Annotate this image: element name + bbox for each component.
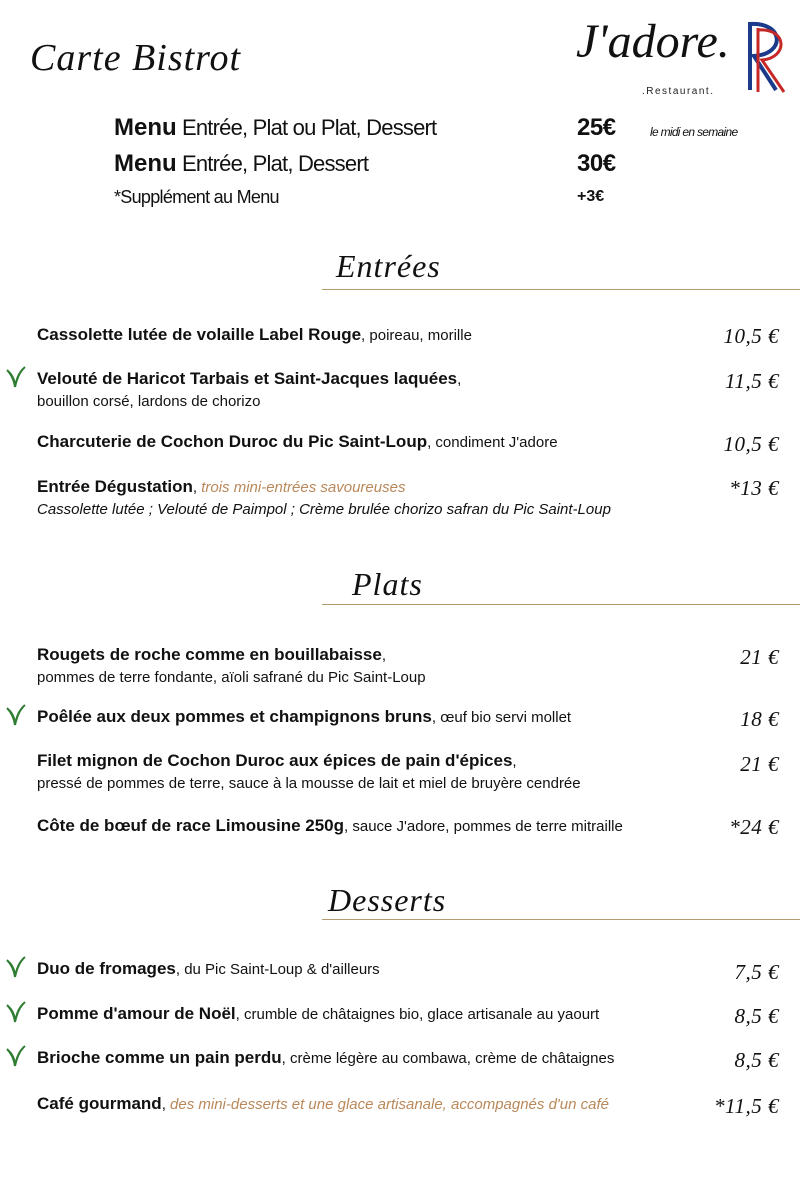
menu-item bbox=[37, 1093, 697, 1116]
item-highlight: des mini-desserts et une glace artisanale, accompagnés d'un café bbox=[170, 1096, 609, 1113]
item-name: Cassolette lutée de volaille Label Rouge bbox=[37, 325, 362, 344]
supplement-price: +3€ bbox=[577, 188, 605, 205]
menu-item bbox=[37, 706, 677, 729]
leaf-icon bbox=[6, 704, 26, 726]
leaf-icon bbox=[6, 1045, 26, 1067]
leaf-icon bbox=[6, 956, 26, 978]
item-price: 21 € bbox=[740, 752, 779, 776]
item-desc: , bbox=[192, 479, 202, 496]
menu-detail: Entrée, Plat ou Plat, Dessert bbox=[181, 115, 437, 140]
page-title: Carte Bistrot bbox=[30, 37, 242, 79]
item-desc: , crumble de châtaignes bio, glace artisanale au yaourt bbox=[235, 1006, 600, 1023]
menu-item bbox=[37, 815, 677, 838]
item-price: 7,5 € bbox=[734, 960, 779, 984]
item-name: Pomme d'amour de Noël bbox=[37, 1004, 236, 1023]
section-divider bbox=[322, 919, 800, 920]
menu-price-2: 30€ bbox=[577, 150, 616, 177]
item-name: Café gourmand bbox=[37, 1094, 162, 1113]
restaurant-logo bbox=[572, 12, 794, 97]
item-desc: , crème légère au combawa, crème de châtaignes bbox=[281, 1050, 615, 1067]
item-highlight: trois mini-entrées savoureuses bbox=[201, 479, 406, 496]
item-subdesc: pressé de pommes de terre, sauce à la mousse de lait et miel de bruyère cendrée bbox=[37, 775, 581, 792]
item-price: 21 € bbox=[740, 645, 779, 669]
section-divider bbox=[322, 604, 800, 605]
menu-item bbox=[37, 1047, 677, 1070]
menu-price-1: 25€ bbox=[577, 114, 616, 141]
menu-item bbox=[37, 324, 677, 347]
item-name: Brioche comme un pain perdu bbox=[37, 1048, 282, 1067]
item-desc: , du Pic Saint-Loup & d'ailleurs bbox=[175, 961, 380, 978]
item-name: Côte de bœuf de race Limousine 250g bbox=[37, 816, 345, 835]
menu-detail: Entrée, Plat, Dessert bbox=[181, 151, 369, 176]
item-subdesc: pommes de terre fondante, aïoli safrané du Pic Saint-Loup bbox=[37, 669, 426, 686]
item-name: Duo de fromages bbox=[37, 959, 176, 978]
menu-item bbox=[37, 431, 677, 454]
item-desc: , sauce J'adore, pommes de terre mitraille bbox=[344, 818, 623, 835]
menu-item bbox=[37, 750, 677, 795]
item-desc: , œuf bio servi mollet bbox=[431, 709, 572, 726]
item-name: Rougets de roche comme en bouillabaisse bbox=[37, 645, 382, 664]
logo-script: J'adore. bbox=[576, 15, 730, 68]
item-desc: , poireau, morille bbox=[361, 327, 472, 344]
menu-item bbox=[37, 368, 677, 413]
section-title-desserts: Desserts bbox=[328, 882, 447, 918]
leaf-icon bbox=[6, 366, 26, 388]
item-price: *11,5 € bbox=[714, 1094, 779, 1118]
logo-r-icon bbox=[744, 18, 790, 94]
item-name: Charcuterie de Cochon Duroc du Pic Saint-Loup bbox=[37, 432, 428, 451]
item-price: *13 € bbox=[729, 476, 779, 500]
item-name: Filet mignon de Cochon Duroc aux épices de pain d'épices bbox=[37, 751, 513, 770]
logo-subtitle: .Restaurant. bbox=[642, 86, 715, 97]
item-subdesc: Cassolette lutée ; Velouté de Paimpol ; Crème brulée chorizo safran du Pic Saint-Loup bbox=[37, 501, 611, 518]
item-price: 8,5 € bbox=[734, 1048, 779, 1072]
section-title-plats: Plats bbox=[352, 566, 423, 602]
item-price: 10,5 € bbox=[723, 324, 779, 348]
menu-item bbox=[37, 958, 677, 981]
item-name: Velouté de Haricot Tarbais et Saint-Jacques laquées bbox=[37, 369, 458, 388]
item-name: Poêlée aux deux pommes et champignons bruns bbox=[37, 707, 432, 726]
item-price: 10,5 € bbox=[723, 432, 779, 456]
menu-item bbox=[37, 476, 677, 521]
menu-item bbox=[37, 644, 677, 689]
item-desc: , bbox=[457, 371, 462, 388]
menu-note: le midi en semaine bbox=[650, 125, 738, 139]
item-desc: , bbox=[161, 1096, 171, 1113]
section-divider bbox=[322, 289, 800, 290]
menu-item bbox=[37, 1003, 677, 1026]
item-price: 8,5 € bbox=[734, 1004, 779, 1028]
menu-label: Menu bbox=[114, 114, 177, 141]
item-desc: , bbox=[512, 753, 517, 770]
menu-line-1 bbox=[114, 114, 436, 142]
item-desc: , bbox=[381, 647, 386, 664]
item-subdesc: bouillon corsé, lardons de chorizo bbox=[37, 393, 261, 410]
item-price: *24 € bbox=[729, 815, 779, 839]
item-name: Entrée Dégustation bbox=[37, 477, 193, 496]
menu-line-2 bbox=[114, 150, 368, 178]
leaf-icon bbox=[6, 1001, 26, 1023]
menu-label: Menu bbox=[114, 150, 177, 177]
supplement-label: *Supplément au Menu bbox=[114, 187, 279, 207]
item-price: 18 € bbox=[740, 707, 779, 731]
item-desc: , condiment J'adore bbox=[427, 434, 558, 451]
item-price: 11,5 € bbox=[725, 369, 779, 393]
section-title-entrees: Entrées bbox=[336, 248, 441, 284]
